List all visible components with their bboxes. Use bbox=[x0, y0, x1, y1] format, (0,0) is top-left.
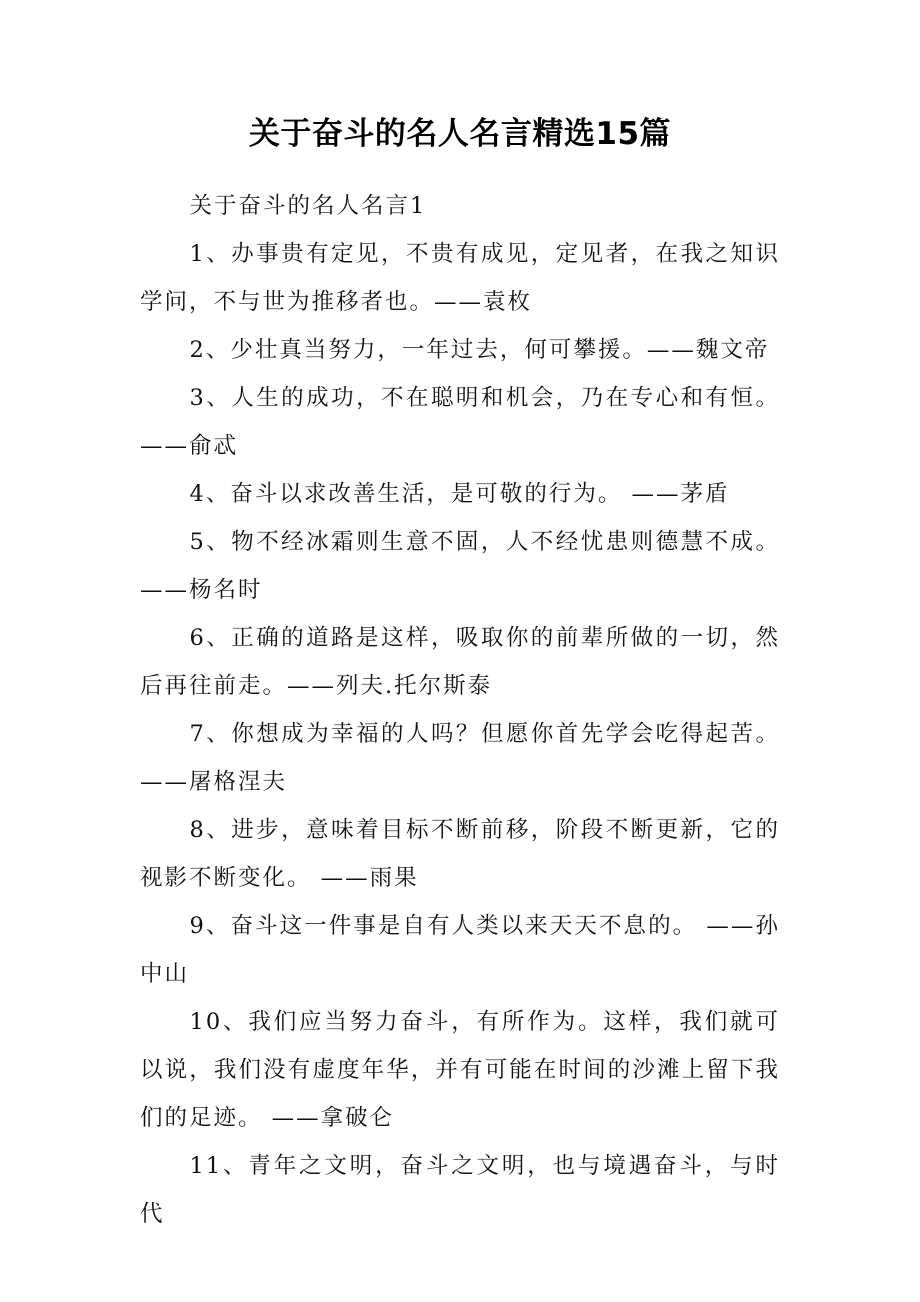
quote-paragraph-2: 2、少壮真当努力，一年过去，何可攀援。——魏文帝 bbox=[189, 337, 770, 363]
quote-paragraph-8: 8、进步，意味着目标不断前移，阶段不断更新，它的视影不断变化。 ——雨果 bbox=[140, 817, 780, 891]
quote-paragraph-3: 3、人生的成功，不在聪明和机会，乃在专心和有恒。——俞忒 bbox=[140, 385, 780, 459]
quote-paragraph-9: 9、奋斗这一件事是自有人类以来天天不息的。 ——孙中山 bbox=[140, 913, 780, 987]
document-body bbox=[140, 182, 780, 1238]
quote-paragraph-11: 11、青年之文明，奋斗之文明，也与境遇奋斗，与时代 bbox=[140, 1153, 780, 1227]
quote-paragraph-10: 10、我们应当努力奋斗，有所作为。这样，我们就可以说，我们没有虚度年华，并有可能在时间的沙滩上留下我们的足迹。 ——拿破仑 bbox=[140, 1009, 780, 1131]
quote-paragraph-7: 7、你想成为幸福的人吗？但愿你首先学会吃得起苦。——屠格涅夫 bbox=[140, 721, 780, 795]
quote-paragraph-1: 1、办事贵有定见，不贵有成见，定见者，在我之知识学问，不与世为推移者也。——袁枚 bbox=[140, 241, 780, 315]
section-heading: 关于奋斗的名人名言1 bbox=[189, 193, 427, 219]
quote-paragraph-6: 6、正确的道路是这样，吸取你的前辈所做的一切，然后再往前走。——列夫.托尔斯泰 bbox=[140, 625, 780, 699]
quote-paragraph-5: 5、物不经冰霜则生意不固，人不经忧患则德慧不成。——杨名时 bbox=[140, 529, 780, 603]
quote-paragraph-4: 4、奋斗以求改善生活，是可敬的行为。 ——茅盾 bbox=[189, 481, 730, 507]
document-title: 关于奋斗的名人名言精选15篇 bbox=[248, 116, 672, 152]
